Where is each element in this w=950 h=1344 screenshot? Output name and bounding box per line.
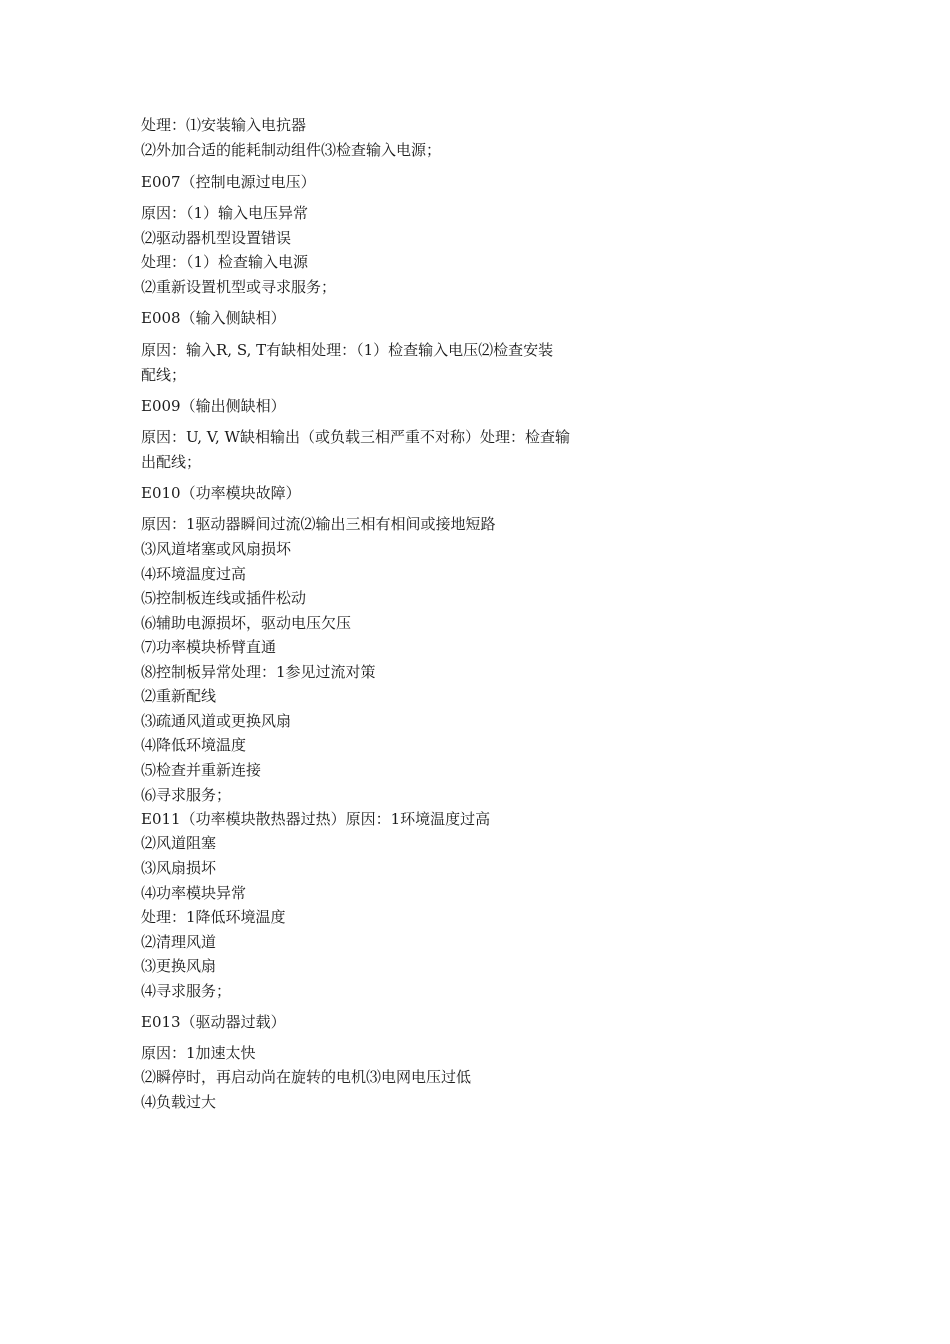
section-heading-e011: E011（功率模块散热器过热）原因：1环境温度过高 (141, 810, 491, 828)
text-line: ⑻控制板异常处理：1参见过流对策 (141, 663, 376, 681)
text-line: ⑵风道阻塞 (141, 834, 217, 852)
text-line: 原因：输入R, S, T有缺相处理：（1）检查输入电压⑵检查安装 (141, 341, 554, 359)
text-line: 配线； (141, 366, 187, 384)
text-line: ⑹寻求服务； (141, 786, 232, 804)
section-heading-e010: E010（功率模块故障） (141, 484, 301, 502)
text-line: ⑷降低环境温度 (141, 736, 247, 754)
text-line: ⑵清理风道 (141, 933, 217, 951)
section-heading-e013: E013（驱动器过载） (141, 1013, 286, 1031)
text-line: ⑶更换风扇 (141, 957, 217, 975)
text-line: ⑵外加合适的能耗制动组件⑶检查输入电源； (141, 141, 442, 159)
section-heading-e009: E009（输出侧缺相） (141, 397, 286, 415)
text-line: ⑷环境温度过高 (141, 565, 247, 583)
text-line: ⑶风道堵塞或风扇损坏 (141, 540, 292, 558)
text-line: ⑹辅助电源损坏，驱动电压欠压 (141, 614, 352, 632)
text-line: ⑵瞬停时，再启动尚在旋转的电机⑶电网电压过低 (141, 1068, 472, 1086)
section-heading-e007: E007（控制电源过电压） (141, 173, 316, 191)
text-line: ⑵重新配线 (141, 687, 217, 705)
text-line: 出配线； (141, 453, 202, 471)
text-line: 处理：（1）检查输入电源 (141, 253, 309, 271)
text-line: ⑷功率模块异常 (141, 884, 247, 902)
text-line: ⑸控制板连线或插件松动 (141, 589, 307, 607)
text-line: 原因：U, V, W缺相输出（或负载三相严重不对称）处理：检查输 (141, 428, 570, 446)
text-line: ⑵驱动器机型设置错误 (141, 229, 292, 247)
text-line: 原因：1加速太快 (141, 1044, 256, 1062)
section-heading-e008: E008（输入侧缺相） (141, 309, 286, 327)
text-line: ⑸检查并重新连接 (141, 761, 262, 779)
text-line: ⑷寻求服务； (141, 982, 232, 1000)
text-line: ⑺功率模块桥臂直通 (141, 638, 277, 656)
text-line: ⑷负载过大 (141, 1093, 217, 1111)
text-line: ⑶疏通风道或更换风扇 (141, 712, 292, 730)
text-line: 处理：1降低环境温度 (141, 908, 286, 926)
text-line: 处理：⑴安装输入电抗器 (141, 116, 307, 134)
text-line: ⑵重新设置机型或寻求服务； (141, 278, 337, 296)
text-line: 原因：1驱动器瞬间过流⑵输出三相有相间或接地短路 (141, 515, 496, 533)
text-line: 原因：（1）输入电压异常 (141, 204, 309, 222)
text-line: ⑶风扇损坏 (141, 859, 217, 877)
